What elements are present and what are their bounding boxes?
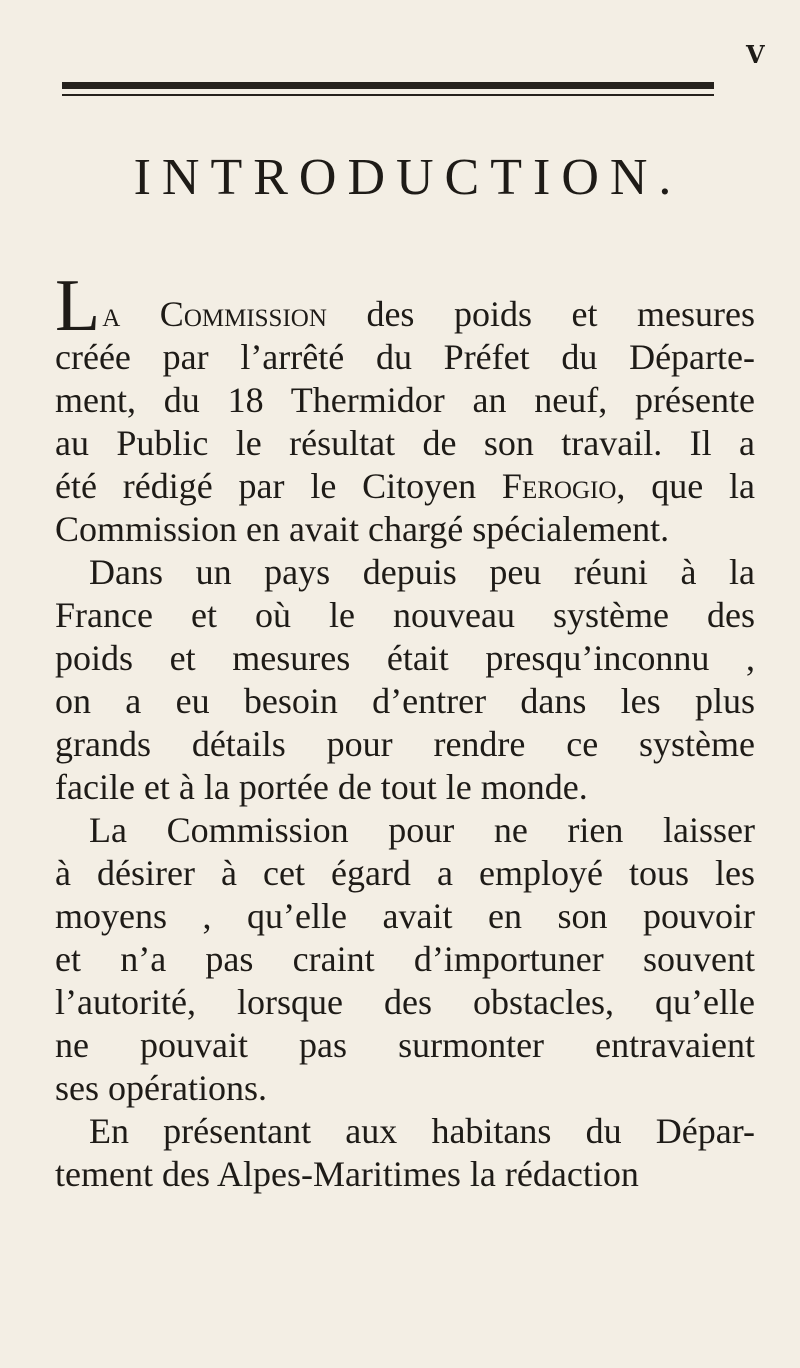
- text-line: facile et à la portée de tout le monde.: [55, 767, 588, 807]
- drop-capital: L: [55, 265, 101, 347]
- text-line: poids et mesures était presqu’inconnu ,: [55, 638, 755, 678]
- text-line: et n’a pas craint d’importuner souvent: [55, 939, 755, 979]
- text-line: France et où le nouveau système des: [55, 595, 755, 635]
- page-number: V: [746, 40, 765, 69]
- body-text: [55, 265, 756, 1196]
- small-caps-word: Commission: [120, 294, 327, 334]
- author-name: Ferogio: [501, 466, 617, 506]
- text-line: à désirer à cet égard a employé tous les: [55, 853, 755, 893]
- text-line: tement des Alpes-Maritimes la rédaction: [55, 1154, 639, 1194]
- text-line: ses opérations.: [55, 1068, 267, 1108]
- text-line: l’autorité, lorsque des obstacles, qu’elle: [55, 982, 755, 1022]
- text-line: au Public le résultat de son travail. Il a: [55, 423, 755, 463]
- text-line: été rédigé par le Citoyen Ferogio, que la: [55, 466, 755, 506]
- text-line: ment, du 18 Thermidor an neuf, présente: [55, 380, 755, 420]
- text-line: moyens , qu’elle avait en son pouvoir: [55, 896, 755, 936]
- text-line: Commission en avait chargé spécialement.: [55, 509, 670, 549]
- text-line: La Commission pour ne rien laisser: [89, 810, 755, 850]
- text-line: on a eu besoin d’entrer dans les plus: [55, 681, 755, 721]
- header-rule: [62, 82, 714, 89]
- text-line: grands détails pour rendre ce système: [55, 724, 755, 764]
- text-line: créée par l’arrêté du Préfet du Départe-: [55, 337, 755, 377]
- chapter-heading: INTRODUCTION.: [133, 149, 683, 206]
- text-line: La Commission des poids et mesures: [55, 265, 756, 347]
- text-line: En présentant aux habitans du Dépar-: [89, 1111, 755, 1151]
- text-line: ne pouvait pas surmonter entravaient: [55, 1025, 755, 1065]
- text-line: Dans un pays depuis peu réuni à la: [89, 552, 755, 592]
- header-rule-thin: [62, 94, 714, 96]
